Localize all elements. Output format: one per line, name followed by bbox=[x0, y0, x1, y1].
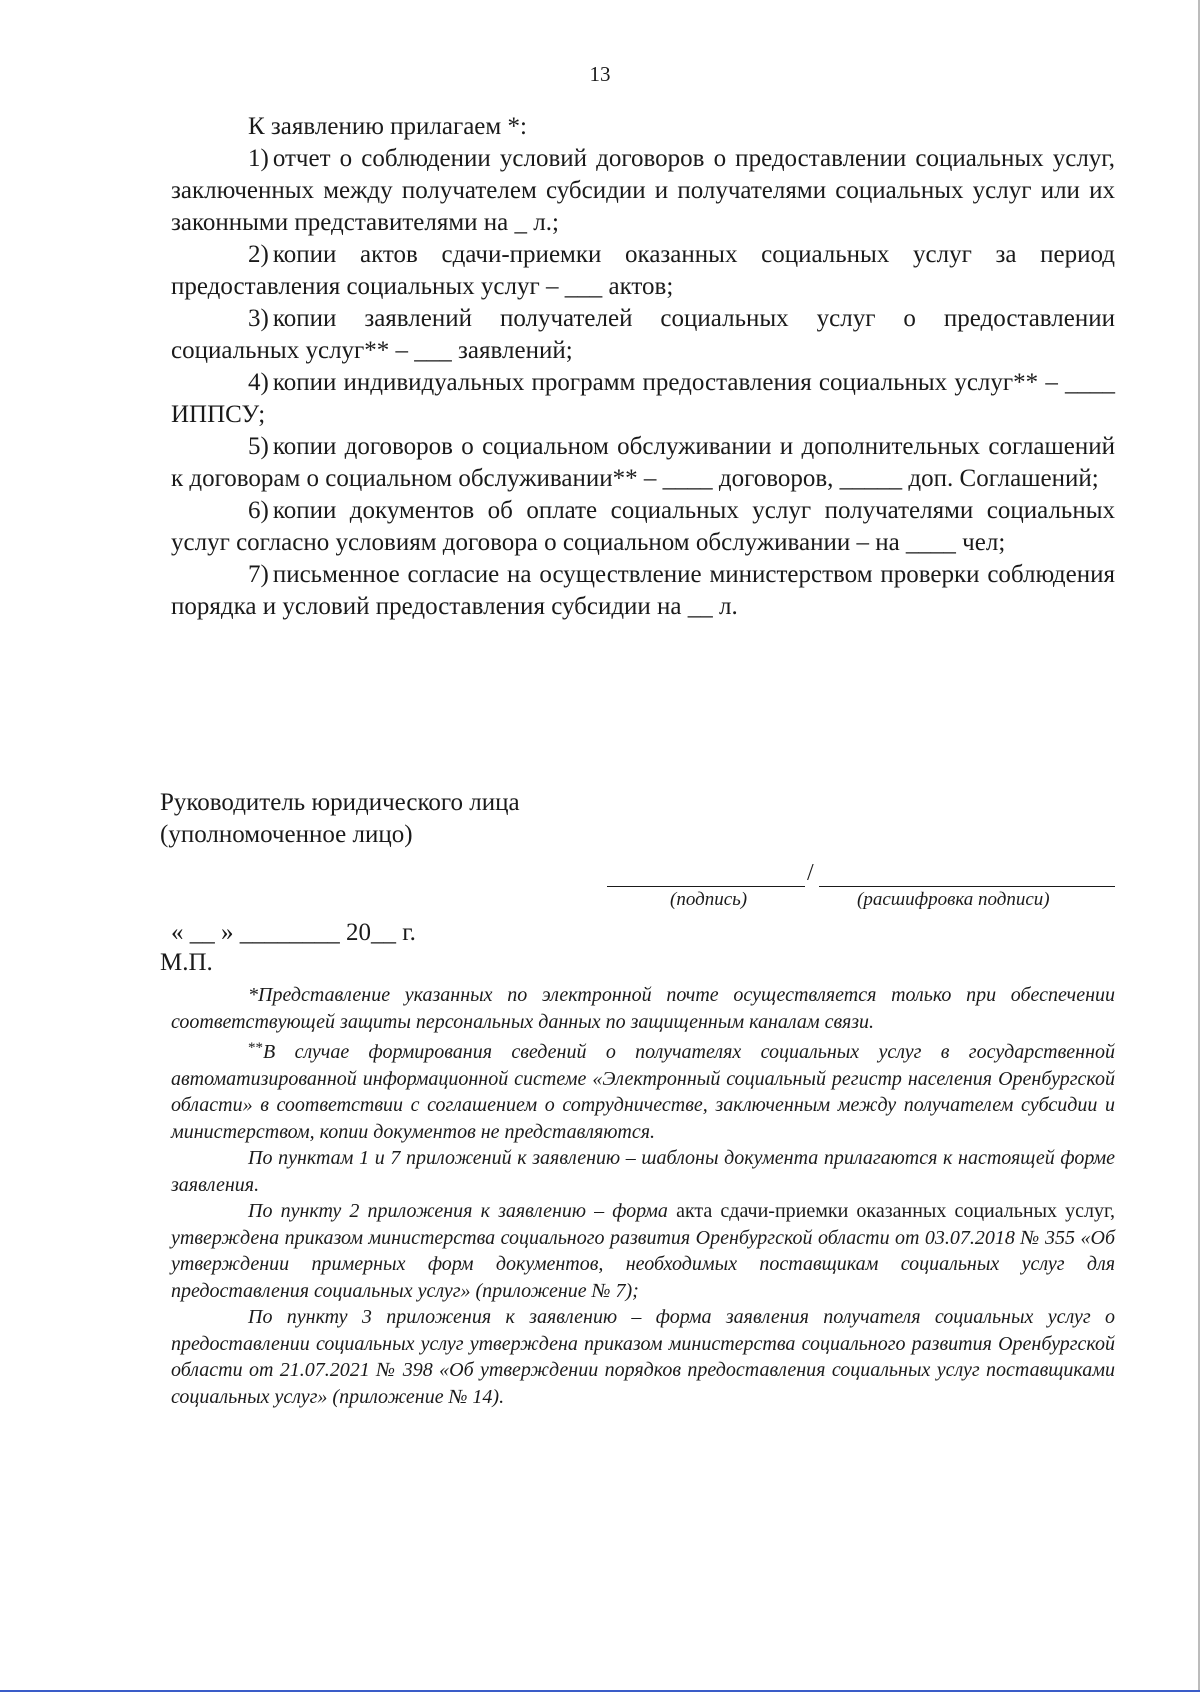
footnote-4: По пункту 2 приложения к заявлению – форма акта сдачи-приемки оказанных социальных услуг, утверждена приказом министерства социального развития Оренбургской области от 03.07.2018 № 355 «Об утверждении примерных форм документов, необходимых поставщикам социальных услуг для предоставления социальных услуг» (приложение № 7); bbox=[171, 1200, 1115, 1302]
signatory-role-line-1: Руководитель юридического лица bbox=[160, 789, 520, 816]
attachment-item-7: 7) письменное согласие на осуществление министерством проверки соблюдения порядка и условий предоставления субсидии на __ л. bbox=[171, 561, 1115, 620]
attachment-item-1: 1) отчет о соблюдении условий договоров о предоставлении социальных услуг, заключенных между получателем субсидии и получателями социальных услуг или их законными представителями на _ л.; bbox=[171, 145, 1115, 236]
signature-field bbox=[607, 860, 1115, 887]
attachment-item-2: 2) копии актов сдачи-приемки оказанных социальных услуг за период предоставления социальных услуг – ___ актов; bbox=[171, 241, 1115, 300]
footnote-1: *Представление указанных по электронной почте осуществляется только при обеспечении соответствующей защиты персональных данных по защищенным каналам связи. bbox=[171, 984, 1115, 1033]
seal-place: М.П. bbox=[160, 949, 213, 976]
footnotes bbox=[171, 982, 1115, 1410]
signature-captions bbox=[600, 889, 1120, 915]
page-number: 13 bbox=[589, 62, 611, 86]
date-line: « __ » ________ 20__ г. bbox=[171, 919, 416, 946]
attachments-list bbox=[171, 111, 1115, 623]
caption-signature: (подпись) bbox=[670, 889, 748, 910]
signature-separator: / bbox=[807, 860, 814, 886]
attachment-item-6: 6) копии документов об оплате социальных услуг получателями социальных услуг согласно условиям договора о социальном обслуживании – на ____ чел; bbox=[171, 497, 1115, 556]
signatory-role-line-2: (уполномоченное лицо) bbox=[160, 821, 413, 848]
attachment-item-3: 3) копии заявлений получателей социальных услуг о предоставлении социальных услуг** – ___ заявлений; bbox=[171, 305, 1115, 364]
footnote-2: **В случае формирования сведений о получателях социальных услуг в государственной автоматизированной информационной системе «Электронный социальный регистр населения Оренбургской области» в соответствии с соглашением о сотрудничестве, заключенным между получателем субсидии и министерством, копии документов не представляются. bbox=[171, 1040, 1115, 1143]
footnote-3: По пунктам 1 и 7 приложений к заявлению – шаблоны документа прилагаются к настоящей форме заявления. bbox=[171, 1147, 1115, 1196]
footnote-5: По пункту 3 приложения к заявлению – форма заявления получателя социальных услуг о предоставлении социальных услуг утверждена приказом министерства социального развития Оренбургской области от 21.07.2021 № 398 «Об утверждении порядков предоставления социальных услуг поставщиками социальных услуг» (приложение № 14). bbox=[171, 1306, 1115, 1408]
caption-signature-decoding: (расшифровка подписи) bbox=[857, 889, 1050, 910]
attachments-intro: К заявлению прилагаем *: bbox=[248, 113, 527, 140]
attachment-item-5: 5) копии договоров о социальном обслуживании и дополнительных соглашений к договорам о социальном обслуживании** – ____ договоров, _____ доп. Соглашений; bbox=[171, 433, 1115, 492]
signature-blank bbox=[607, 886, 805, 887]
attachment-item-4: 4) копии индивидуальных программ предоставления социальных услуг** – ____ ИППСУ; bbox=[171, 369, 1115, 428]
signature-decoding-blank bbox=[819, 886, 1115, 887]
footnote-2-marker: ** bbox=[248, 1040, 263, 1056]
signatory-role bbox=[160, 787, 520, 851]
